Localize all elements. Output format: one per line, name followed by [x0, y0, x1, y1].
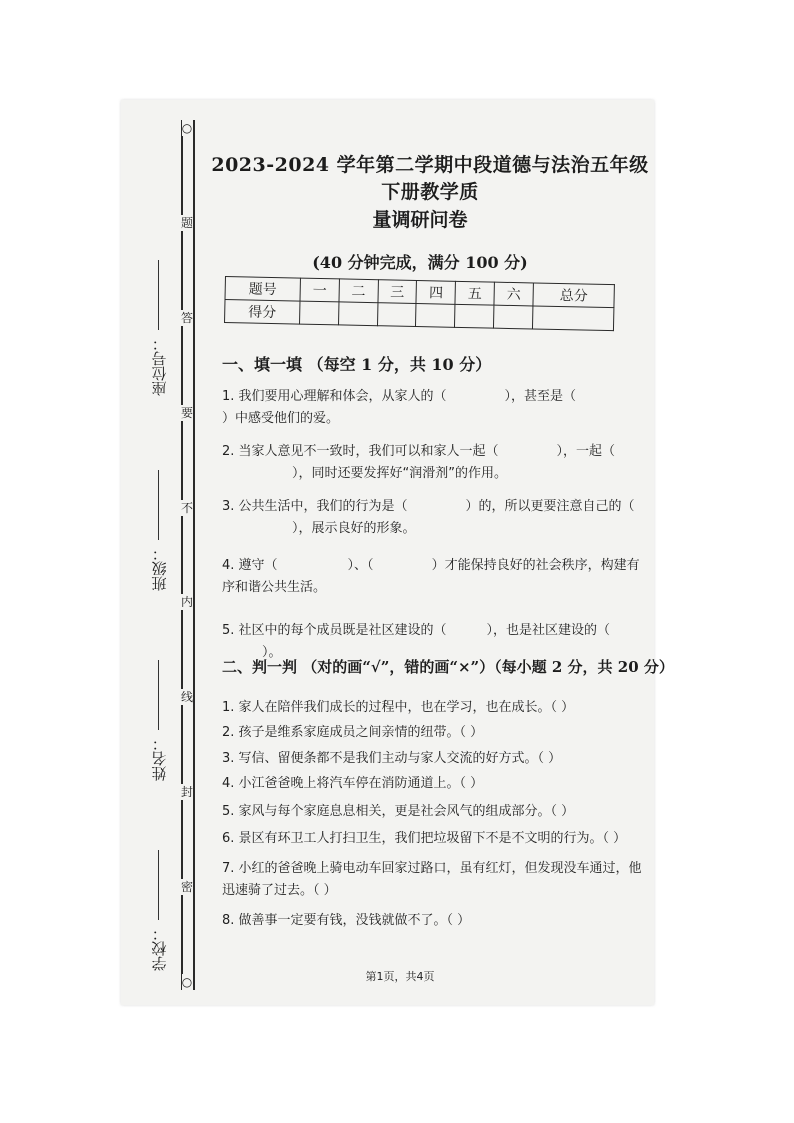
page-number: 第1页，共4页: [365, 970, 435, 983]
question-2: [222, 441, 647, 485]
seat-line: [159, 260, 160, 330]
q-text: 1. 我们要用心理解和体会，从家人的（: [222, 389, 447, 404]
exam-title-cont: 量调研问卷: [372, 209, 468, 231]
q-text: ）、（: [347, 558, 374, 573]
score-table: [224, 276, 615, 331]
score-input-cell[interactable]: [532, 306, 613, 331]
score-cell: 四: [416, 281, 455, 305]
seat-number-label: [147, 260, 171, 396]
score-cell: 得分: [225, 300, 301, 325]
score-cell: 五: [455, 281, 494, 305]
judge-item: 1. 家人在陪伴我们成长的过程中，也在学习，也在成长。（ ）: [222, 700, 575, 715]
question-3: [222, 496, 647, 540]
seal-char: 线: [180, 690, 193, 705]
q-text: ）。: [262, 645, 282, 660]
class-label-text: 班级：: [150, 546, 169, 591]
seal-char: 封: [180, 785, 193, 800]
exam-title: 2023-2024 学年第二学期中段道德与法治五年级下册教学质: [211, 154, 649, 203]
q-text: ），展示良好的形象。: [292, 521, 416, 536]
q-text: 5. 社区中的每个成员既是社区建设的（: [222, 623, 447, 638]
seal-text: [179, 120, 195, 990]
score-input-cell[interactable]: [494, 305, 533, 329]
q-text: ）的，所以更要注意自己的（: [465, 499, 635, 514]
school-label: [147, 850, 171, 971]
score-input-cell[interactable]: [377, 303, 416, 327]
q-text: ），一起（: [556, 444, 616, 459]
score-input-cell[interactable]: [300, 301, 339, 325]
question-1: [222, 386, 647, 430]
score-cell: 三: [378, 280, 417, 304]
seat-label-text: 座位号：: [150, 336, 169, 396]
judge-item: 3. 写信、留便条都不是我们主动与家人交流的好方式。（ ）: [222, 751, 562, 766]
score-input-cell[interactable]: [338, 302, 377, 326]
question-4: [222, 555, 647, 599]
q-text: ）中感受他们的爱。: [222, 411, 340, 426]
seal-char: 要: [180, 405, 193, 420]
seal-char: ○: [181, 121, 193, 135]
seal-char: 内: [180, 595, 193, 610]
seal-char: ○: [181, 974, 193, 989]
seal-char: 答: [180, 310, 193, 325]
judge-item: 4. 小江爸爸晚上将汽车停在消防通道上。（ ）: [222, 776, 484, 791]
judge-item: 7. 小红的爸爸晚上骑电动车回家过路口，虽有红灯，但发现没车通过，他迅速骑了过去。（ ）: [222, 861, 642, 898]
class-label: [147, 470, 171, 591]
section2-heading: 二、判一判 （对的画“√”，错的画“×”）（每小题 2 分，共 20 分）: [222, 658, 674, 676]
judge-item: 5. 家风与每个家庭息息相关，更是社会风气的组成部分。（ ）: [222, 804, 575, 819]
q-text: 4. 遵守（: [222, 558, 278, 573]
name-line: [159, 660, 160, 730]
class-line: [159, 470, 160, 540]
q-text: ），也是社区建设的（: [486, 623, 611, 638]
seal-char: 题: [180, 215, 193, 230]
judge-item: 8. 做善事一定要有钱，没钱就做不了。（ ）: [222, 913, 471, 928]
q-text: 3. 公共生活中，我们的行为是（: [222, 499, 408, 514]
seal-char: 不: [180, 500, 193, 515]
judge-item: 2. 孩子是维系家庭成员之间亲情的纽带。（ ）: [222, 725, 484, 740]
score-cell: 一: [300, 278, 339, 302]
score-cell: 六: [494, 282, 533, 306]
q-text: 2. 当家人意见不一致时，我们可以和家人一起（: [222, 444, 499, 459]
score-input-cell[interactable]: [416, 304, 455, 328]
q-text: ），同时还要发挥好“润滑剂”的作用。: [292, 466, 507, 481]
seal-char: 密: [180, 880, 193, 894]
q-text: ）才能保持良好的社会秩序，构建有序和谐公共生活。: [222, 558, 640, 595]
score-input-cell[interactable]: [455, 304, 494, 328]
school-line: [159, 850, 160, 920]
name-label: [147, 660, 171, 781]
score-cell: 题号: [225, 277, 301, 302]
exam-subtitle: (40 分钟完成，满分 100 分): [312, 253, 528, 272]
judge-item: 6. 景区有环卫工人打扫卫生，我们把垃圾留下不是不文明的行为。（ ）: [222, 831, 627, 846]
q-text: ），甚至是（: [504, 389, 577, 404]
name-label-text: 姓名：: [150, 736, 169, 781]
score-cell: 二: [339, 279, 378, 303]
school-label-text: 学校：: [150, 926, 169, 971]
section1-heading: 一、填一填 （每空 1 分，共 10 分）: [222, 355, 492, 374]
score-cell: 总分: [533, 283, 614, 308]
